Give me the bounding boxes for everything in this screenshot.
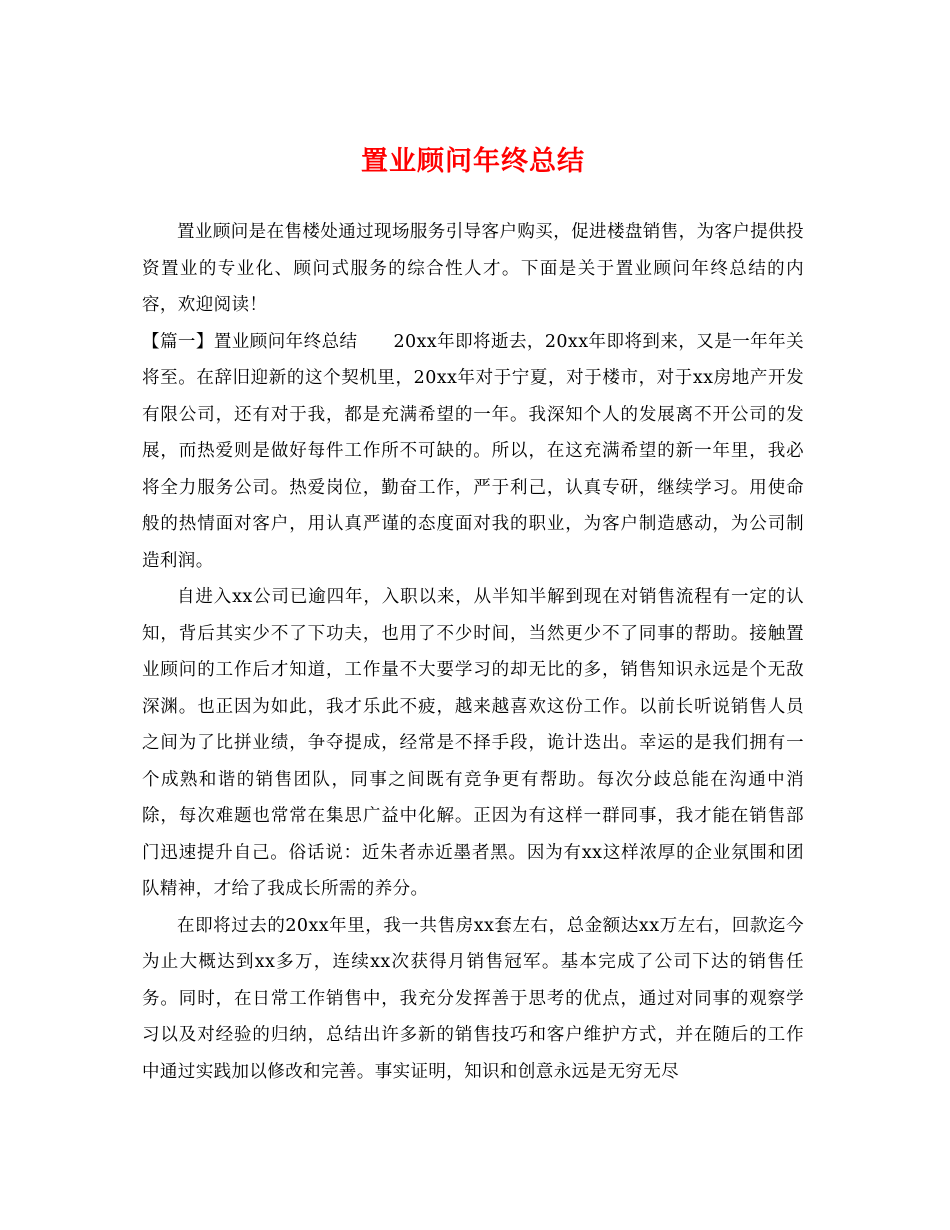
document-page [142, 0, 804, 1090]
body-paragraph: 在即将过去的20xx年里，我一共售房xx套左右，总金额达xx万左右，回款迄今为止大概达到xx多万，连续xx次获得月销售冠军。基本完成了公司下达的销售任务。同时，在日常工作销售中，我充分发挥善于思考的优点，通过对同事的观察学习以及对经验的归纳，总结出许多新的销售技巧和客户维护方式，并在随后的工作中通过实践加以修改和完善。事实证明，知识和创意永远是无穷无尽 [142, 915, 804, 1082]
document-title: 置业顾问年终总结 [361, 146, 585, 177]
section-one-paragraph: 【篇一】置业顾问年终总结 20xx年即将逝去，20xx年即将到来，又是一年年关将至。在辞旧迎新的这个契机里，20xx年对于宁夏，对于楼市，对于xx房地产开发有限公司，还有对于我，都是充满希望的一年。我深知个人的发展离不开公司的发展，而热爱则是做好每件工作所不可缺的。所以，在这充满希望的新一年里，我必将全力服务公司。热爱岗位，勤奋工作，严于利己，认真专研，继续学习。用使命般的热情面对客户，用认真严谨的态度面对我的职业，为客户制造感动，为公司制造利润。 [142, 331, 804, 571]
body-paragraph: 自进入xx公司已逾四年，入职以来，从半知半解到现在对销售流程有一定的认知，背后其实少不了下功夫，也用了不少时间，当然更少不了同事的帮助。接触置业顾问的工作后才知道，工作量不大要学习的却无比的多，销售知识永远是个无敌深渊。也正因为如此，我才乐此不疲，越来越喜欢这份工作。以前长听说销售人员之间为了比拼业绩，争夺提成，经常是不择手段，诡计迭出。幸运的是我们拥有一个成熟和谐的销售团队，同事之间既有竞争更有帮助。每次分歧总能在沟通中消除，每次难题也常常在集思广益中化解。正因为有这样一群同事，我才能在销售部门迅速提升自己。俗话说：近朱者赤近墨者黑。因为有xx这样浓厚的企业氛围和团队精神，才给了我成长所需的养分。 [142, 587, 804, 899]
intro-paragraph: 置业顾问是在售楼处通过现场服务引导客户购买，促进楼盘销售，为客户提供投资置业的专业化、顾问式服务的综合性人才。下面是关于置业顾问年终总结的内容，欢迎阅读！ [142, 222, 804, 315]
document-body [142, 214, 804, 1090]
